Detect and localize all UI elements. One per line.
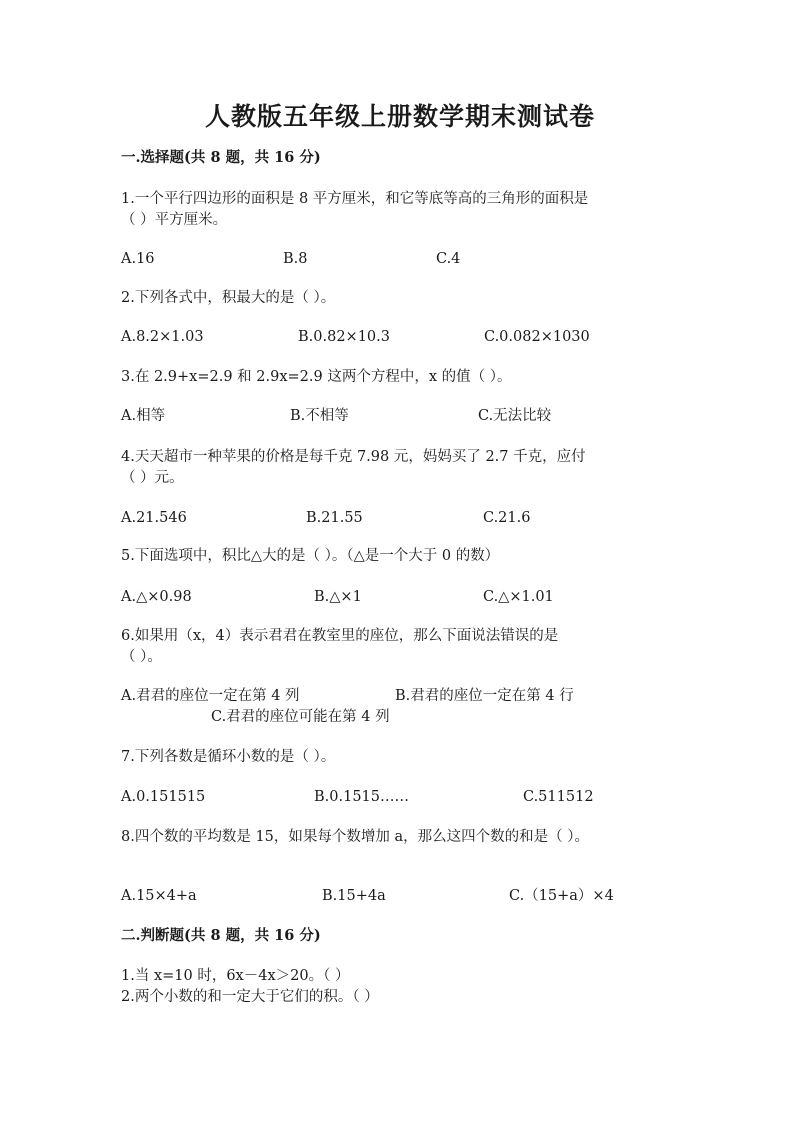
question-1-option-c: C.4 (436, 251, 461, 267)
question-7-option-b: B.0.1515…… (314, 789, 410, 805)
question-2-option-a: A.8.2×1.03 (121, 329, 204, 345)
question-4-option-a: A.21.546 (121, 510, 187, 526)
question-8-option-c: C.（15+a）×4 (509, 888, 614, 904)
question-3-option-c: C.无法比较 (478, 408, 552, 424)
section-heading-choice: 一.选择题(共 8 题，共 16 分) (121, 149, 321, 166)
question-3-text: 3.在 2.9+x=2.9 和 2.9x=2.9 这两个方程中，x 的值（ ）。 (121, 369, 512, 385)
question-8-option-b: B.15+4a (322, 888, 386, 904)
question-3-option-b: B.不相等 (290, 408, 349, 424)
question-5-option-b: B.△×1 (314, 589, 362, 605)
question-7-option-a: A.0.151515 (121, 789, 206, 805)
question-6-option-c: C.君君的座位可能在第 4 列 (211, 709, 390, 725)
question-2-option-b: B.0.82×10.3 (298, 329, 390, 345)
question-7-option-c: C.511512 (523, 789, 594, 805)
question-6-option-a: A.君君的座位一定在第 4 列 (121, 688, 300, 704)
section-heading-judgement: 二.判断题(共 8 题，共 16 分) (121, 927, 321, 944)
question-4-text-cont: （ ）元。 (121, 470, 184, 486)
judgement-1-text: 1.当 x=10 时，6x－4x＞20。（ ） (121, 968, 350, 984)
question-8-text: 8.四个数的平均数是 15，如果每个数增加 a，那么这四个数的和是（ ）。 (121, 829, 590, 845)
question-3-option-a: A.相等 (121, 408, 166, 424)
question-1-option-a: A.16 (121, 251, 155, 267)
question-5-text: 5.下面选项中，积比△大的是（ ）。（△是一个大于 0 的数） (121, 548, 500, 564)
question-2-text: 2.下列各式中，积最大的是（ ）。 (121, 290, 336, 306)
page-title: 人教版五年级上册数学期末测试卷 (204, 102, 595, 131)
question-7-text: 7.下列各数是循环小数的是（ ）。 (121, 749, 336, 765)
question-6-text: 6.如果用（x，4）表示君君在教室里的座位，那么下面说法错误的是 (121, 628, 559, 644)
question-1-text-cont: （ ）平方厘米。 (121, 212, 228, 228)
question-4-option-b: B.21.55 (306, 510, 363, 526)
question-4-text: 4.天天超市一种苹果的价格是每千克 7.98 元，妈妈买了 2.7 千克，应付 (121, 449, 586, 465)
question-1-text: 1.一个平行四边形的面积是 8 平方厘米，和它等底等高的三角形的面积是 (121, 191, 589, 207)
question-5-option-c: C.△×1.01 (483, 589, 554, 605)
question-4-option-c: C.21.6 (483, 510, 531, 526)
question-5-option-a: A.△×0.98 (121, 589, 192, 605)
question-8-option-a: A.15×4+a (121, 888, 197, 904)
question-2-option-c: C.0.082×1030 (484, 329, 590, 345)
question-6-text-cont: （ ）。 (121, 649, 162, 665)
question-6-option-b: B.君君的座位一定在第 4 行 (395, 688, 574, 704)
judgement-2-text: 2.两个小数的和一定大于它们的积。（ ） (121, 989, 379, 1005)
question-1-option-b: B.8 (283, 251, 308, 267)
